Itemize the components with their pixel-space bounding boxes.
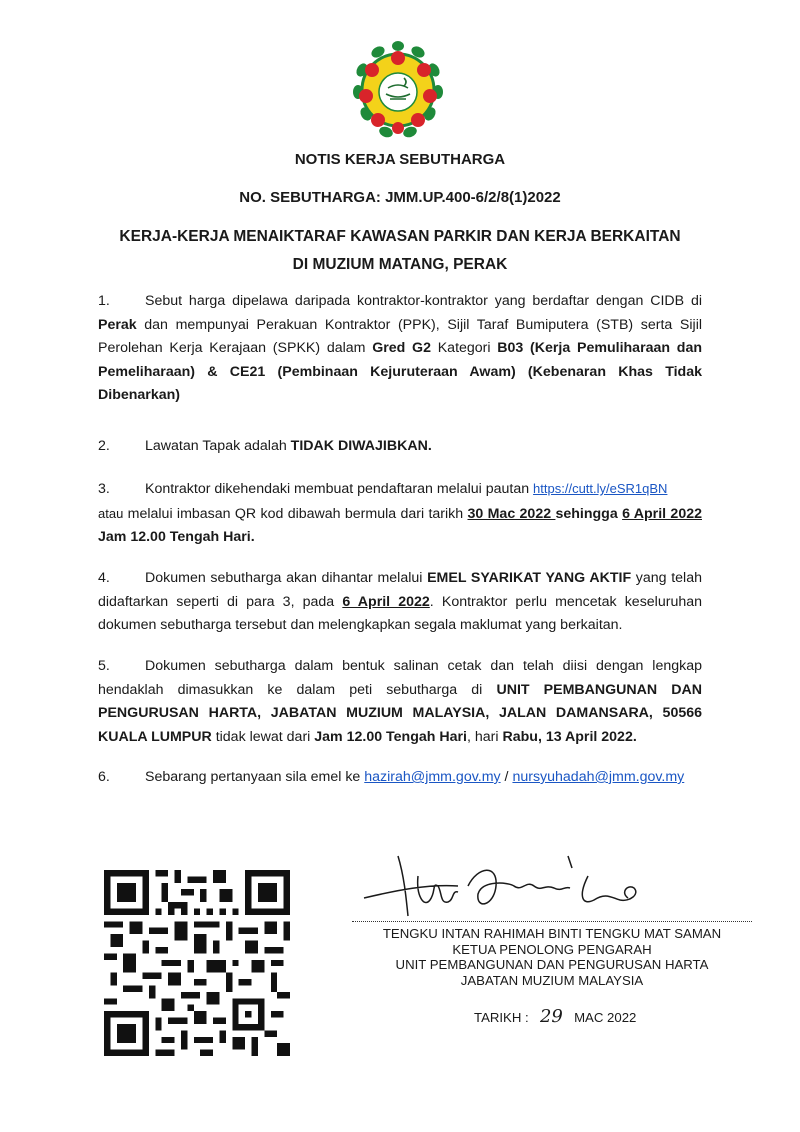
text: dan mempunyai Perakuan Kontraktor (PPK), Sijil Taraf Bumiputera (STB) serta Sijil Perolehan Kerja Kerajaan (SPKK) dalam [98, 316, 702, 356]
subject-line-2: DI MUZIUM MATANG, PERAK [292, 256, 508, 273]
paragraph-number: 1. [98, 293, 110, 309]
email-link-hazirah[interactable]: hazirah@jmm.gov.my [364, 769, 501, 785]
deadline-time: Jam 12.00 Tengah Hari [314, 728, 467, 745]
send-date: 6 April 2022 [342, 593, 430, 610]
text: atau [98, 505, 124, 521]
paragraph-2 [98, 435, 702, 459]
date-label: TARIKH : [474, 1010, 529, 1025]
separator: / [500, 769, 513, 785]
text: sehingga [555, 505, 623, 522]
start-date: 30 Mac 2022 [467, 505, 556, 522]
submission-address: UNIT PEMBANGUNAN DAN PENGURUSAN HARTA, JABATAN MUZIUM MALAYSIA, JALAN DAMANSARA, 50566 KUALA LUMPUR [98, 681, 702, 745]
text: , hari [466, 728, 503, 745]
signer-department: JABATAN MUZIUM MALAYSIA [460, 973, 644, 988]
category: B03 (Kerja Pemuliharaan dan Pemeliharaan) & CE21 (Pembinaan Kejuruteraan Awam) (Kebenaran Khas Tidak Dibenarkan) [98, 340, 702, 403]
paragraph-number: 5. [98, 658, 110, 674]
email-requirement: EMEL SYARIKAT YANG AKTIF [427, 570, 632, 586]
end-date: 6 April 2022 [622, 505, 702, 522]
text: Dokumen sebutharga dalam bentuk salinan cetak dan telah diisi dengan lengkap hendaklah dimasukkan ke dalam peti sebutharga di [98, 658, 702, 698]
grade: Gred G2 [372, 340, 431, 356]
text: Dokumen sebutharga akan dihantar melalui [145, 570, 428, 586]
text: melalui imbasan QR kod dibawah bermula dari tarikh [123, 505, 468, 522]
date-day-handwritten: 29 [539, 1006, 563, 1027]
end-time: Jam 12.00 Tengah Hari. [98, 529, 255, 545]
paragraph-3 [98, 477, 702, 550]
site-visit-status: TIDAK DIWAJIBKAN. [290, 438, 432, 454]
text: tidak lewat dari [211, 728, 315, 745]
paragraph-number: 4. [98, 570, 110, 586]
qr-code-icon[interactable] [104, 870, 290, 1056]
registration-link[interactable]: https://cutt.ly/eSR1qBN [533, 481, 668, 496]
jmm-crest-logo [348, 38, 448, 142]
deadline-date: Rabu, 13 April 2022. [502, 728, 637, 745]
text: Kategori [430, 340, 498, 356]
text: yang telah didaftarkan seperti di para 3, pada [98, 570, 702, 610]
signer-name: TENGKU INTAN RAHIMAH BINTI TENGKU MAT SAMAN [382, 926, 722, 941]
signer-unit: UNIT PEMBANGUNAN DAN PENGURUSAN HARTA [395, 957, 709, 972]
signer-position: KETUA PENOLONG PENGARAH [452, 942, 652, 957]
paragraph-number: 3. [98, 481, 110, 497]
signature-line [352, 921, 752, 922]
paragraph-number: 6. [98, 769, 110, 785]
paragraph-4 [98, 567, 702, 638]
text: Sebut harga dipelawa daripada kontraktor-kontraktor yang berdaftar dengan CIDB di [145, 293, 702, 309]
notice-title: NOTIS KERJA SEBUTHARGA [294, 151, 506, 168]
paragraph-5 [98, 655, 702, 749]
email-link-nursyuhadah[interactable]: nursyuhadah@jmm.gov.my [512, 769, 685, 785]
text: Sebarang pertanyaan sila emel ke [145, 769, 365, 785]
quotation-reference: NO. SEBUTHARGA: JMM.UP.400-6/2/8(1)2022 [239, 189, 561, 206]
subject-line-1: KERJA-KERJA MENAIKTARAF KAWASAN PARKIR DAN KERJA BERKAITAN [119, 228, 681, 245]
paragraph-1 [98, 290, 702, 408]
state-name: Perak [98, 316, 137, 333]
text: Lawatan Tapak adalah [145, 438, 291, 454]
text: Kontraktor dikehendaki membuat pendaftaran melalui pautan [145, 481, 534, 497]
paragraph-number: 2. [98, 438, 110, 454]
signature-date [474, 1006, 636, 1027]
text: . Kontraktor perlu mencetak keseluruhan dokumen sebutharga tersebut dan melengkapkan segala maklumat yang berkaitan. [98, 593, 703, 633]
paragraph-6 [98, 766, 702, 790]
notice-subject [0, 223, 800, 279]
date-month-year: MAC 2022 [574, 1010, 637, 1025]
